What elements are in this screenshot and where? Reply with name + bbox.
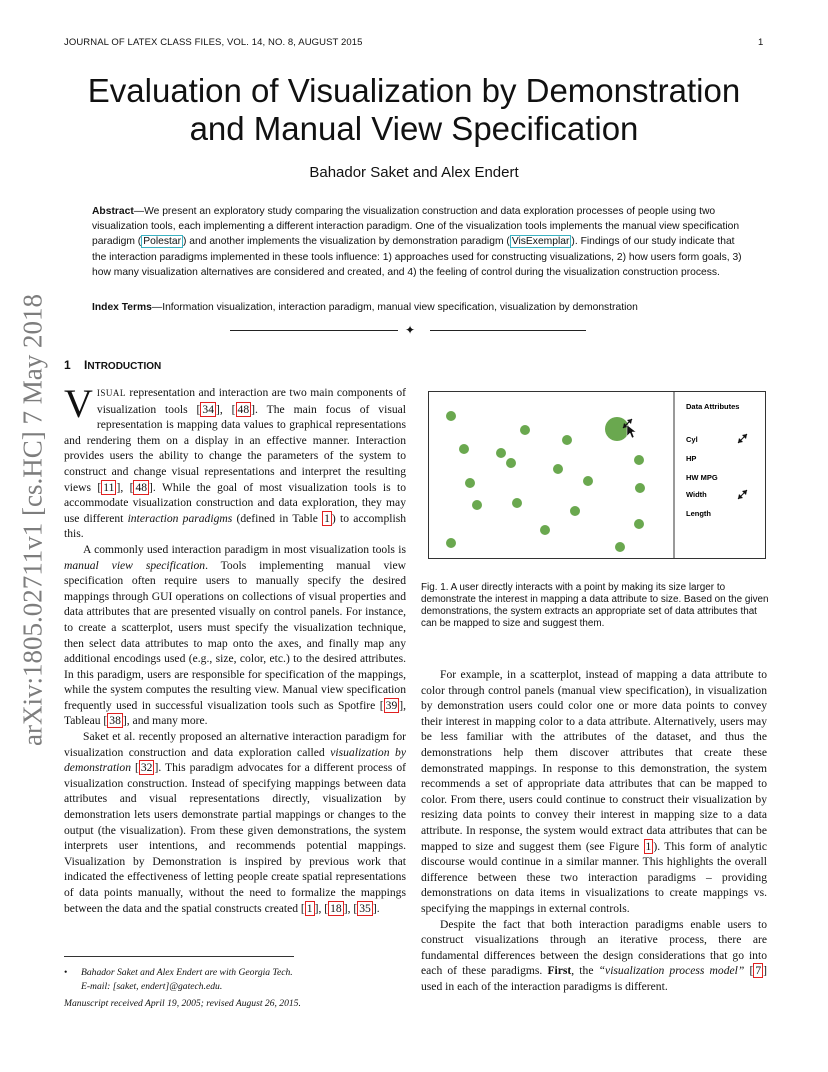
- data-point[interactable]: [512, 498, 522, 508]
- citation-link[interactable]: 38: [109, 714, 121, 728]
- data-point[interactable]: [634, 519, 644, 529]
- resize-arrow-icon: [738, 434, 747, 443]
- attribute-item[interactable]: Length: [686, 509, 711, 518]
- citation-link[interactable]: 48: [135, 480, 148, 494]
- index-terms-label: Index Terms: [92, 302, 152, 313]
- footnote-rule: [64, 956, 294, 957]
- right-column: [421, 667, 767, 994]
- data-point[interactable]: [562, 435, 572, 445]
- abstract-text: —We present an exploratory study comparing the visualization construction and data exploration processes of people using two visualization tools, each implementing a different interaction paradigm. One of the visualization tools implements the manual view specification paradigm (: [92, 206, 740, 248]
- data-point[interactable]: [635, 483, 645, 493]
- attribute-item[interactable]: HP: [686, 454, 697, 463]
- citation-link[interactable]: 34: [202, 402, 214, 416]
- citation-link[interactable]: 7: [755, 964, 762, 978]
- data-point[interactable]: [540, 525, 550, 535]
- scatter-points: [446, 411, 645, 552]
- citation-link[interactable]: 35: [359, 901, 371, 915]
- paragraph: Saket et al. recently proposed an alternative interaction paradigm for visualization construction and data exploration called visualization by demonstration [ 32 ]. This paradigm advocates for a different process of visualization construction. Instead of specifying mappings between data attributes and visual representations directly, visualization by demonstration lets users demonstrate partial mappings or changes to the output (the visualization). From these given demonstrations, the system interprets user intentions, and recommends potential mappings. Visualization by Demonstration is inspired by previous work that indicated the effectiveness of letting people create spatial representations of data points manually, without the need to formalize the mappings between the data and the spatial constructs created [ 1 ], [ 18 ], [ 35 ].: [64, 730, 406, 915]
- paragraph: Despite the fact that both interaction paradigms enable users to construct visualizations through an iterative process, there are fundamental differences between the design considerations that go into each of these paradigms. First, the “visualization process model” [ 7 ] used in each of the interaction paradigms is different.: [421, 917, 768, 993]
- data-point[interactable]: [465, 478, 475, 488]
- figure-1: [428, 391, 766, 559]
- data-point[interactable]: [472, 500, 482, 510]
- attribute-item[interactable]: Cyl: [686, 435, 698, 444]
- data-point[interactable]: [570, 506, 580, 516]
- figure-caption: Fig. 1. A user directly interacts with a point by making its size larger to demonstrate the interest in mapping a data attribute to size. Based on the given demonstrations, the system extracts an appropriate set of data attributes that can be mapped to size and suggest them.: [421, 582, 769, 629]
- polestar-link[interactable]: Polestar: [143, 236, 181, 248]
- data-point[interactable]: [496, 448, 506, 458]
- citation-link[interactable]: 11: [103, 480, 115, 494]
- data-point[interactable]: [553, 464, 563, 474]
- paragraph: For example, in a scatterplot, instead of mapping a data attribute to color through control panels (manual view specification), in visualization by demonstration users could color one or more data points to convey their interest in mapping color to a data attribute. Alternatively, users may be less familiar with the attributes of the dataset, and thus the demonstrations help them discover attributes that create these demonstrated mappings. In response to this demonstration, the system recommends a set of appropriate data attributes that can be mapped to color. From there, users could continue to construct their visualization by resizing data points to convey their interest in mapping size to a data attribute. In response, the system would extract data attributes that can be mapped to size and suggest them (see Figure 1 ). This form of analytic discourse would continue in a similar manner. This highlights the overall difference between these two interaction paradigms – providing demonstrations on data items in visualizations to create mappings vs. specifying the mappings in external controls.: [421, 668, 767, 915]
- data-point[interactable]: [446, 538, 456, 548]
- abstract-label: Abstract: [92, 206, 134, 217]
- citation-link[interactable]: 39: [385, 698, 398, 712]
- panel-title: Data Attributes: [686, 402, 740, 411]
- left-column: [64, 381, 406, 916]
- data-point[interactable]: [446, 411, 456, 421]
- data-point[interactable]: [583, 476, 593, 486]
- data-point[interactable]: [520, 425, 530, 435]
- section-heading: 1 INTRODUCTION: [64, 358, 162, 372]
- abstract-text: ). Findings of our study indicate that the interaction paradigms implemented in these tools influence: 1) approaches used for constructing visualizations, 2) how users form goals, 3) how many visualization alternatives are considered and created, and 4) the feeling of control during the visualization construction process.: [92, 236, 742, 278]
- data-point[interactable]: [459, 444, 469, 454]
- author-footnote: • Bahador Saket and Alex Endert are with Georgia Tech. E-mail: [saket, endert]@gatech.edu.: [64, 967, 293, 992]
- paragraph: VISUAL representation and interaction are two main components of visualization tools [ 34 ], [ 48 ]. The main focus of visual representation is mapping data values to graphical representations and rendering them on a display in an effective manner. Interaction provides users the ability to change the parameters of the system to construct and change visual representations and interpret the resulting views [ 11 ], [ 48 ]. While the goal of most visualization tools is to accommodate visualization construction and data exploration, they may use different interaction paradigms (defined in Table 1 ) to accomplish this.: [64, 381, 406, 541]
- citation-link[interactable]: 32: [140, 761, 153, 775]
- index-terms: [92, 302, 742, 313]
- section-divider: [230, 323, 586, 337]
- page-number: 1: [758, 37, 764, 48]
- journal-header: JOURNAL OF LATEX CLASS FILES, VOL. 14, NO. 8, AUGUST 2015: [64, 37, 363, 48]
- title-line-2: and Manual View Specification: [189, 110, 639, 147]
- diamond-ornament-icon: ✦: [405, 323, 416, 337]
- title-line-1: Evaluation of Visualization by Demonstration: [87, 72, 741, 109]
- resize-arrow-icon: [738, 490, 747, 499]
- attribute-item[interactable]: Width: [686, 490, 707, 499]
- table-link[interactable]: 1: [324, 511, 330, 525]
- scatterplot-figure: [429, 392, 765, 558]
- citation-link[interactable]: 1: [306, 901, 313, 915]
- visexemplar-link[interactable]: VisExemplar: [511, 236, 570, 248]
- attribute-list: [686, 435, 718, 518]
- paragraph: A commonly used interaction paradigm in most visualization tools is manual view specification. Tools implementing manual view specification often require users to manually specify the desired mappings through GUI operations on collections of visual properties and data attributes that are presented visually on control panels. For instance, to create a scatterplot, users must specify the visualization technique, then select data attributes to map onto the axes, and finally map any additional encodings used (e.g., size, color, etc.) to the desired attributes. In this paradigm, users are responsible for specification of the mappings, while the system computes the resulting view. Manual view specification frequently used in successful visualization tools such as Spotfire [ 39 ], Tableau [ 38 ], and many more.: [64, 542, 406, 728]
- paper-title: [40, 72, 788, 148]
- enlarged-data-point[interactable]: [605, 417, 629, 441]
- citation-link[interactable]: 18: [330, 901, 342, 915]
- drop-cap: V: [64, 381, 93, 426]
- abstract-text: ) and another implements the visualization by demonstration paradigm (: [183, 236, 510, 248]
- figure-link[interactable]: 1: [645, 839, 652, 853]
- abstract: [92, 204, 742, 280]
- data-point[interactable]: [634, 455, 644, 465]
- citation-link[interactable]: 48: [237, 402, 250, 416]
- attribute-item[interactable]: HW MPG: [686, 473, 718, 482]
- authors: Bahador Saket and Alex Endert: [309, 164, 519, 181]
- index-terms-text: —Information visualization, interaction paradigm, manual view specification, visualization by demonstration: [151, 302, 638, 313]
- data-point[interactable]: [506, 458, 516, 468]
- data-point[interactable]: [615, 542, 625, 552]
- arxiv-stamp: arXiv:1805.02711v1 [cs.HC] 7 May 2018: [17, 294, 48, 746]
- manuscript-note: Manuscript received April 19, 2005; revised August 26, 2015.: [64, 998, 301, 1009]
